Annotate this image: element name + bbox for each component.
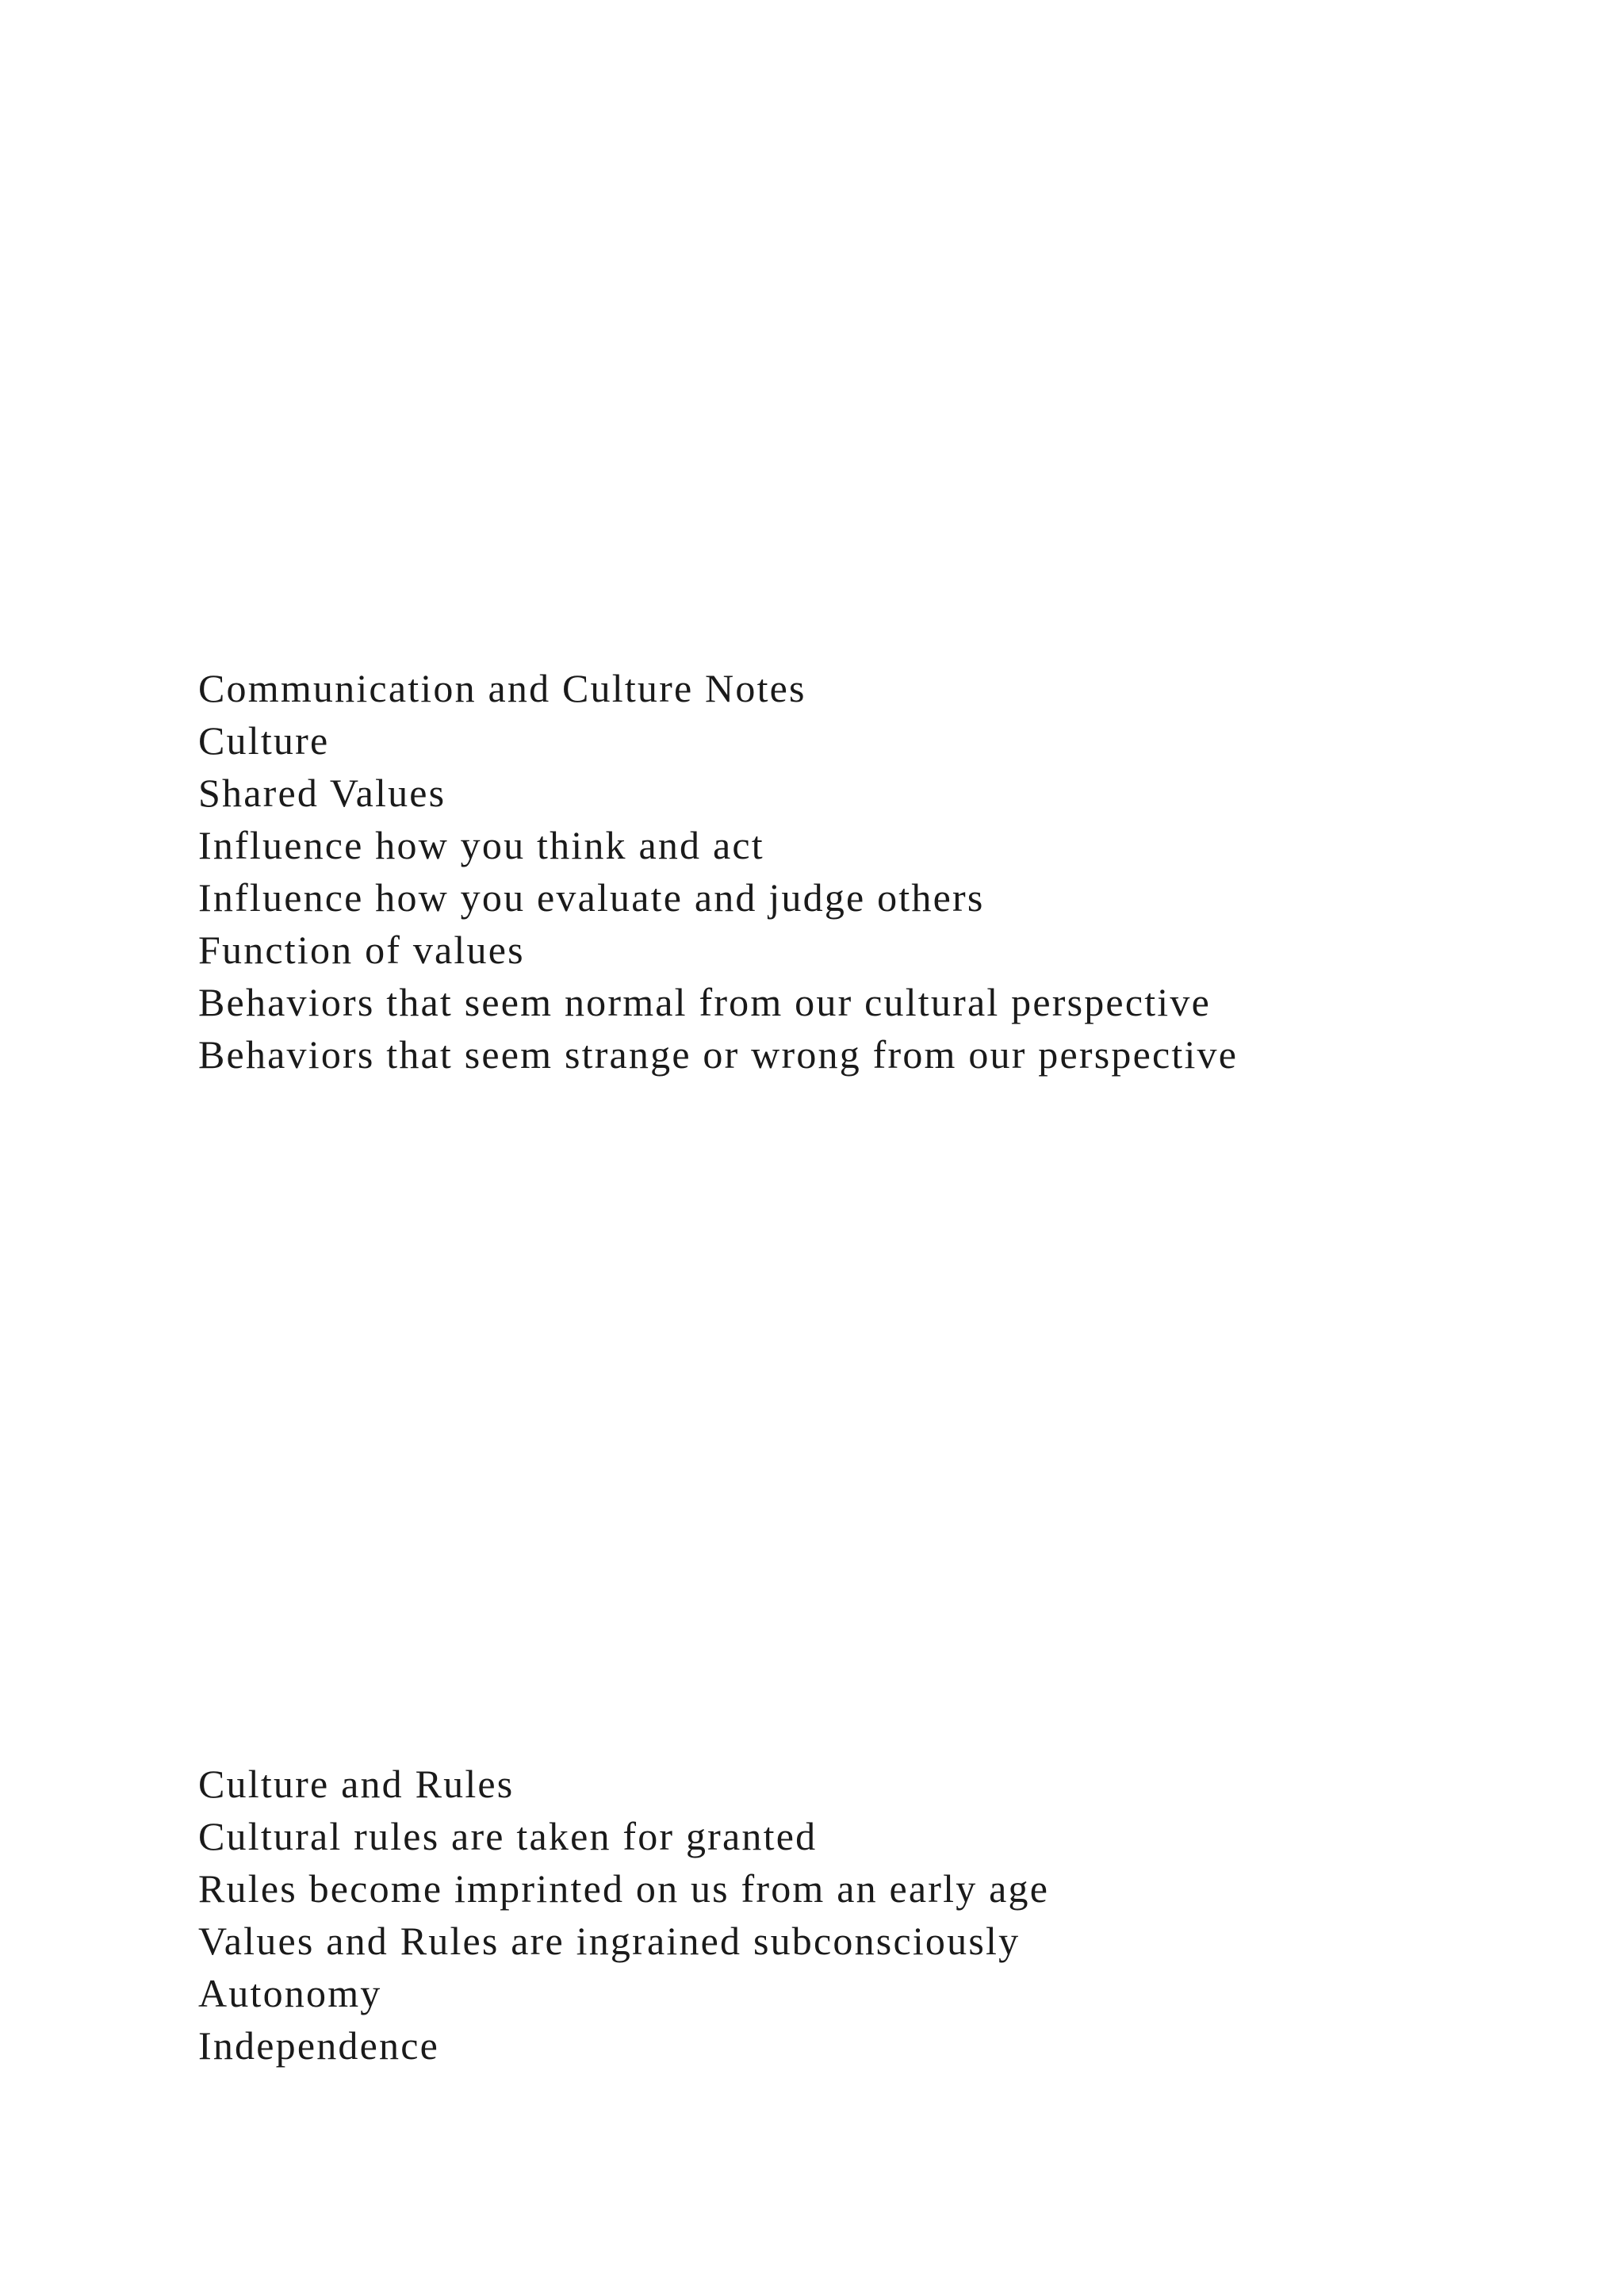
section-heading: Culture and Rules <box>198 1762 515 1806</box>
note-line: Influence how you evaluate and judge others <box>198 875 985 920</box>
notes-section-rules <box>198 1758 1546 2072</box>
note-line: Culture <box>198 718 330 763</box>
notes-section-values <box>198 662 1546 1081</box>
note-line: Rules become imprinted on us from an early age <box>198 1866 1050 1911</box>
note-line: Function of values <box>198 928 525 972</box>
note-line: Independence <box>198 2023 440 2068</box>
note-line: Values and Rules are ingrained subconsciously <box>198 1919 1021 1963</box>
note-line: Cultural rules are taken for granted <box>198 1814 818 1858</box>
note-line: Influence how you think and act <box>198 823 764 867</box>
note-line: Behaviors that seem normal from our cultural perspective <box>198 980 1211 1024</box>
document-title: Communication and Culture Notes <box>198 666 806 710</box>
note-line: Shared Values <box>198 771 446 815</box>
note-line: Behaviors that seem strange or wrong from our perspective <box>198 1032 1239 1077</box>
note-line: Autonomy <box>198 1971 382 2015</box>
